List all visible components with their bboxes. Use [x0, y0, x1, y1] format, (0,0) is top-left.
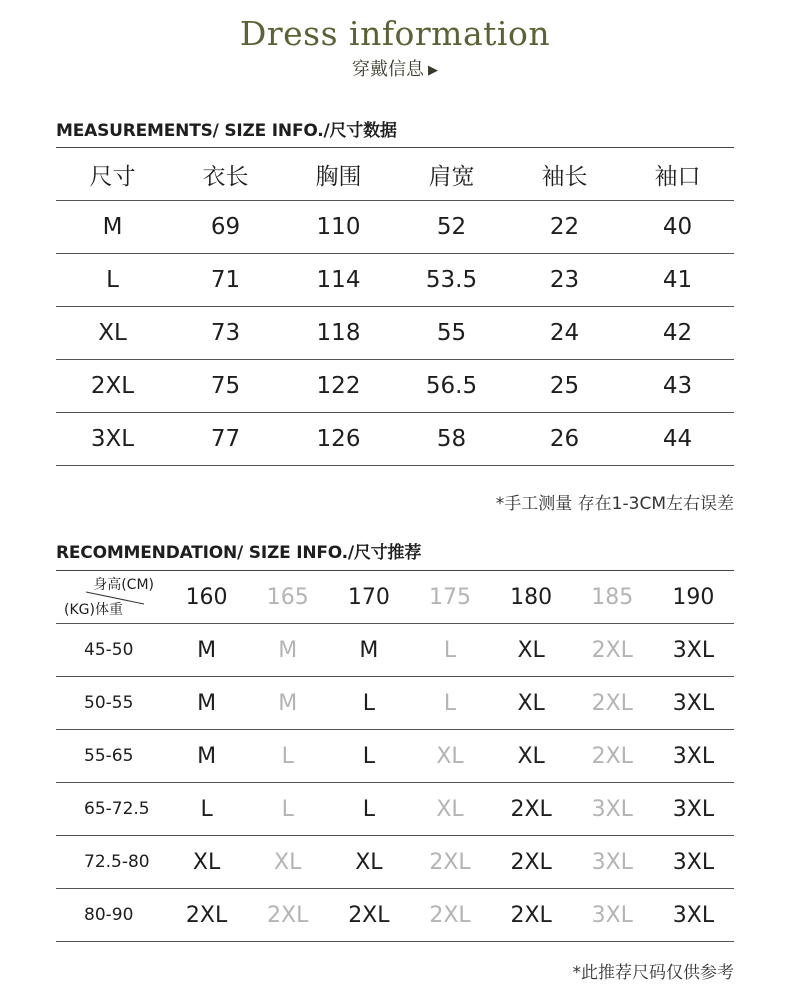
measurements-title: MEASUREMENTS/ SIZE INFO./尺寸数据	[56, 121, 397, 141]
size-cell: XL	[328, 836, 409, 889]
height-header: 185	[572, 571, 653, 624]
size-cell: 3XL	[653, 783, 734, 836]
table-cell: 42	[621, 307, 734, 360]
table-cell: 58	[395, 413, 508, 466]
page-subtitle	[0, 55, 790, 81]
table-cell: M	[56, 201, 169, 254]
column-header: 胸围	[282, 148, 395, 201]
weight-cell: 65-72.5	[56, 783, 166, 836]
size-cell: 2XL	[572, 624, 653, 677]
size-cell: M	[166, 624, 247, 677]
size-cell: 2XL	[491, 836, 572, 889]
table-cell: 43	[621, 360, 734, 413]
size-cell: L	[247, 783, 328, 836]
height-axis-label: 身高(CM)	[93, 577, 154, 593]
column-header: 肩宽	[395, 148, 508, 201]
column-header: 衣长	[169, 148, 282, 201]
table-row	[56, 730, 734, 783]
table-cell: 40	[621, 201, 734, 254]
size-cell: XL	[491, 730, 572, 783]
corner-header-cell	[56, 571, 166, 624]
table-cell: 110	[282, 201, 395, 254]
height-header: 170	[328, 571, 409, 624]
table-cell: 122	[282, 360, 395, 413]
recommendation-header-row	[56, 571, 734, 624]
size-cell: 3XL	[572, 889, 653, 942]
table-cell: 69	[169, 201, 282, 254]
size-cell: L	[328, 677, 409, 730]
size-cell: XL	[409, 730, 490, 783]
size-cell: 2XL	[572, 730, 653, 783]
size-cell: 2XL	[491, 889, 572, 942]
measurements-body	[56, 201, 734, 466]
recommendation-note: *此推荐尺码仅供参考	[572, 963, 734, 983]
weight-cell: 45-50	[56, 624, 166, 677]
size-cell: 3XL	[572, 836, 653, 889]
table-cell: 53.5	[395, 254, 508, 307]
measurements-note: *手工测量 存在1-3CM左右误差	[495, 494, 734, 514]
table-row	[56, 783, 734, 836]
size-cell: M	[166, 677, 247, 730]
size-cell: L	[328, 783, 409, 836]
table-cell: 24	[508, 307, 621, 360]
page-title: Dress information	[239, 14, 551, 53]
size-cell: M	[166, 730, 247, 783]
measurements-table	[56, 147, 734, 466]
size-cell: M	[247, 624, 328, 677]
column-header: 尺寸	[56, 148, 169, 201]
table-row	[56, 254, 734, 307]
table-cell: 118	[282, 307, 395, 360]
table-row	[56, 307, 734, 360]
table-cell: 41	[621, 254, 734, 307]
recommendation-title: RECOMMENDATION/ SIZE INFO./尺寸推荐	[56, 543, 422, 563]
table-cell: 23	[508, 254, 621, 307]
table-cell: 3XL	[56, 413, 169, 466]
size-cell: M	[328, 624, 409, 677]
table-row	[56, 836, 734, 889]
table-cell: 55	[395, 307, 508, 360]
table-row	[56, 201, 734, 254]
size-cell: XL	[491, 624, 572, 677]
size-cell: 2XL	[166, 889, 247, 942]
height-header: 160	[166, 571, 247, 624]
height-header: 180	[491, 571, 572, 624]
table-row	[56, 413, 734, 466]
size-cell: L	[166, 783, 247, 836]
table-row	[56, 889, 734, 942]
height-header: 175	[409, 571, 490, 624]
size-cell: 3XL	[653, 836, 734, 889]
measurements-header-row	[56, 148, 734, 201]
table-cell: 56.5	[395, 360, 508, 413]
play-arrow-icon: ▶	[428, 63, 438, 78]
column-header: 袖口	[621, 148, 734, 201]
size-cell: L	[247, 730, 328, 783]
table-cell: XL	[56, 307, 169, 360]
size-cell: XL	[491, 677, 572, 730]
recommendation-table	[56, 570, 734, 942]
table-cell: 25	[508, 360, 621, 413]
recommendation-body	[56, 624, 734, 942]
table-row	[56, 677, 734, 730]
size-cell: XL	[166, 836, 247, 889]
subtitle-text: 穿戴信息	[352, 59, 424, 80]
table-cell: 71	[169, 254, 282, 307]
table-cell: 52	[395, 201, 508, 254]
size-cell: 2XL	[572, 677, 653, 730]
size-cell: XL	[409, 783, 490, 836]
height-header: 165	[247, 571, 328, 624]
size-cell: L	[409, 624, 490, 677]
size-cell: M	[247, 677, 328, 730]
table-cell: 75	[169, 360, 282, 413]
table-cell: 77	[169, 413, 282, 466]
size-cell: L	[409, 677, 490, 730]
table-cell: 22	[508, 201, 621, 254]
size-cell: L	[328, 730, 409, 783]
table-cell: 26	[508, 413, 621, 466]
size-cell: 3XL	[653, 677, 734, 730]
size-cell: 2XL	[409, 836, 490, 889]
size-cell: 2XL	[247, 889, 328, 942]
table-cell: 2XL	[56, 360, 169, 413]
table-cell: 114	[282, 254, 395, 307]
weight-cell: 80-90	[56, 889, 166, 942]
table-row	[56, 360, 734, 413]
table-cell: L	[56, 254, 169, 307]
size-cell: 3XL	[653, 730, 734, 783]
height-header: 190	[653, 571, 734, 624]
size-cell: 3XL	[572, 783, 653, 836]
column-header: 袖长	[508, 148, 621, 201]
size-cell: 2XL	[491, 783, 572, 836]
size-cell: 3XL	[653, 624, 734, 677]
table-row	[56, 624, 734, 677]
weight-cell: 72.5-80	[56, 836, 166, 889]
table-cell: 44	[621, 413, 734, 466]
weight-cell: 50-55	[56, 677, 166, 730]
size-cell: 2XL	[409, 889, 490, 942]
weight-axis-label: (KG)体重	[64, 602, 123, 618]
size-cell: XL	[247, 836, 328, 889]
size-cell: 3XL	[653, 889, 734, 942]
table-cell: 126	[282, 413, 395, 466]
size-cell: 2XL	[328, 889, 409, 942]
table-cell: 73	[169, 307, 282, 360]
weight-cell: 55-65	[56, 730, 166, 783]
